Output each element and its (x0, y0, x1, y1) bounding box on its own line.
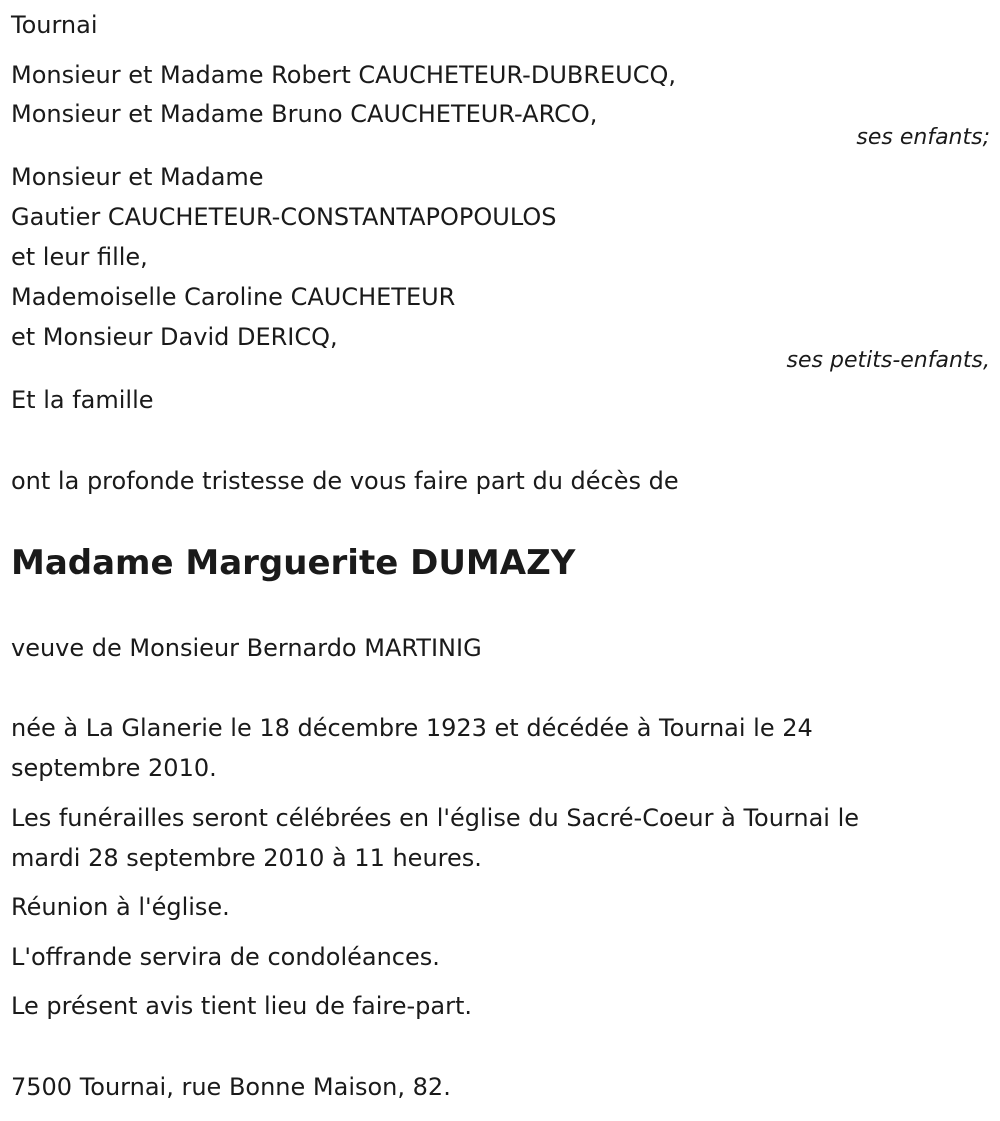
funeral-line: Les funérailles seront célébrées en l'église du Sacré-Coeur à Tournai le (11, 804, 860, 832)
grandchild-line: Gautier CAUCHETEUR-CONSTANTAPOPOULOS (11, 203, 557, 231)
child-line: Monsieur et Madame Bruno CAUCHETEUR-ARCO, (11, 100, 598, 128)
offering-text: L'offrande servira de condoléances. (11, 943, 440, 971)
grandchild-line: Monsieur et Madame (11, 163, 264, 191)
deceased-name: Madame Marguerite DUMAZY (11, 543, 576, 583)
city-header: Tournai (11, 11, 98, 39)
birth-death-line: née à La Glanerie le 18 décembre 1923 et décédée à Tournai le 24 (11, 714, 813, 742)
family-line: Et la famille (11, 386, 154, 414)
grandchildren-role: ses petits-enfants, (786, 348, 990, 373)
grandchild-line: et Monsieur David DERICQ, (11, 323, 338, 351)
funeral-line: mardi 28 septembre 2010 à 11 heures. (11, 844, 482, 872)
grandchild-line: Mademoiselle Caroline CAUCHETEUR (11, 283, 456, 311)
notice-text: Le présent avis tient lieu de faire-part. (11, 992, 473, 1020)
address-text: 7500 Tournai, rue Bonne Maison, 82. (11, 1073, 451, 1101)
children-role: ses enfants; (856, 125, 990, 150)
meeting-text: Réunion à l'église. (11, 893, 230, 921)
birth-death-line: septembre 2010. (11, 754, 217, 782)
grandchild-line: et leur fille, (11, 243, 148, 271)
child-line: Monsieur et Madame Robert CAUCHETEUR-DUBREUCQ, (11, 61, 677, 89)
widow-of-text: veuve de Monsieur Bernardo MARTINIG (11, 634, 482, 662)
announcement-text: ont la profonde tristesse de vous faire part du décès de (11, 467, 679, 495)
